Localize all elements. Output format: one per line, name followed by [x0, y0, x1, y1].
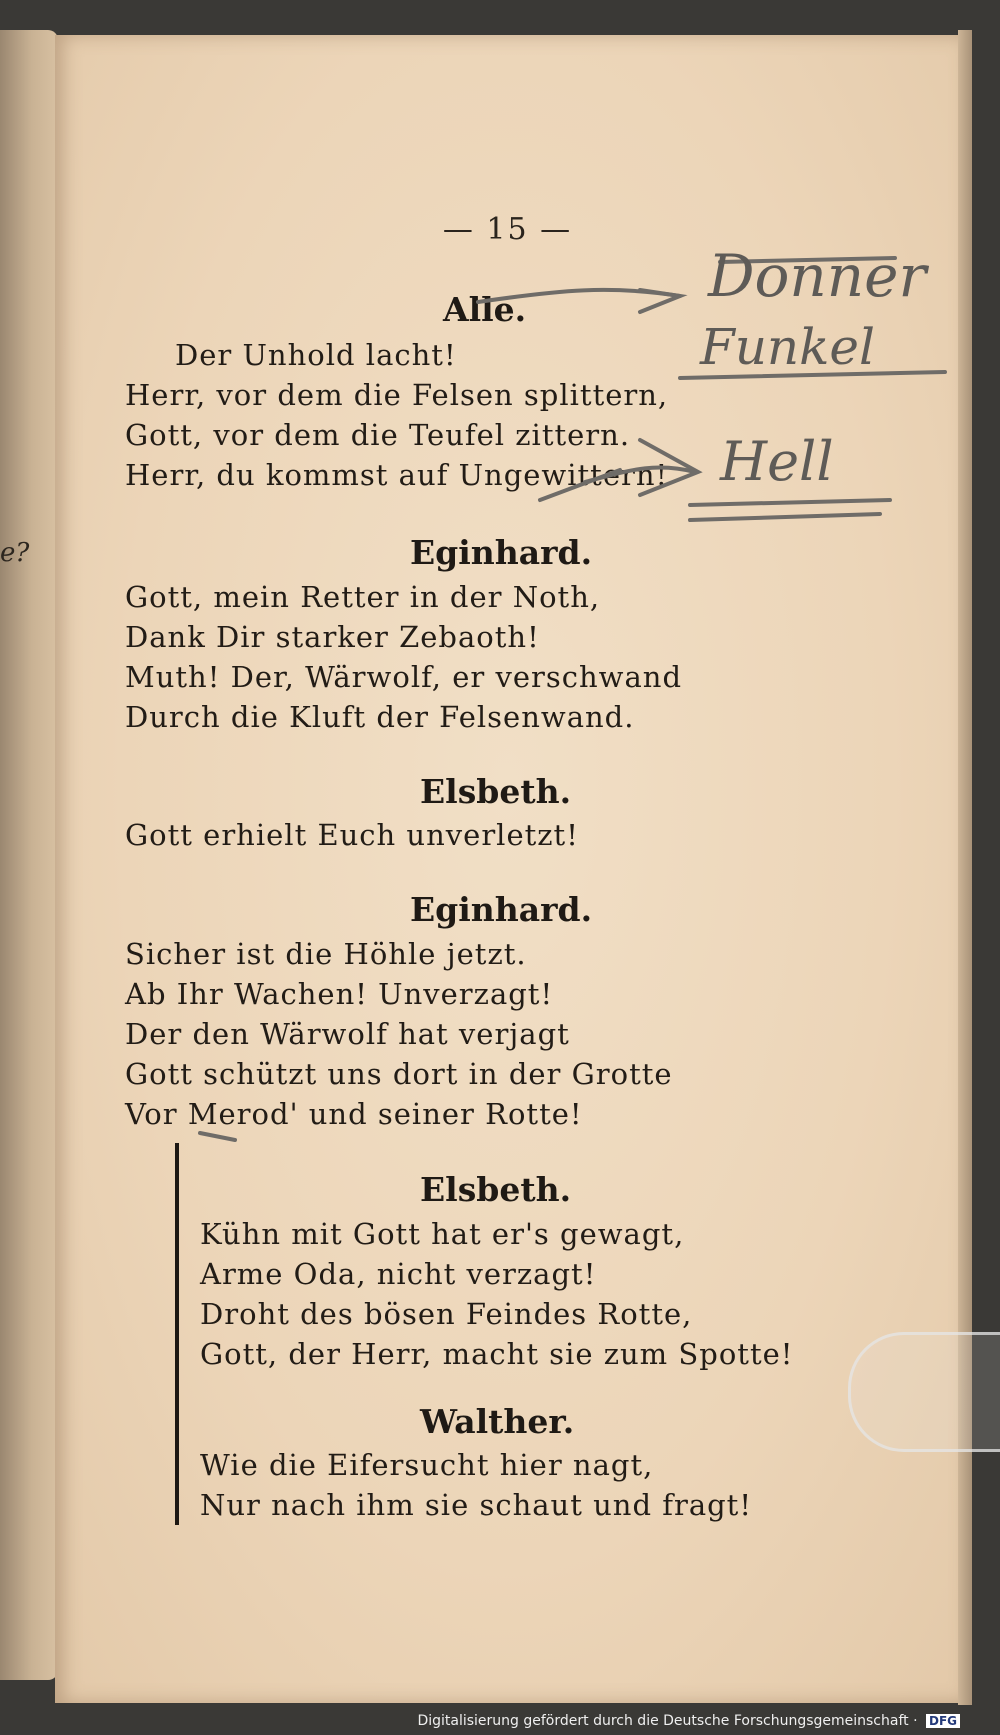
verse-line: Nur nach ihm sie schaut und fragt! — [200, 1488, 752, 1522]
speaker-heading: Eginhard. — [410, 890, 593, 929]
previous-page-text-fragment: e? — [0, 538, 30, 568]
speaker-heading: Elsbeth. — [420, 772, 572, 811]
pencil-annotation: Funkel — [700, 318, 875, 376]
verse-line: Wie die Eifersucht hier nagt, — [200, 1448, 654, 1482]
verse-line: Durch die Kluft der Felsenwand. — [125, 700, 635, 734]
page-number: — 15 — — [442, 212, 573, 247]
verse-line: Dank Dir starker Zebaoth! — [125, 620, 540, 654]
speaker-heading: Eginhard. — [410, 533, 593, 572]
footer-text: Digitalisierung gefördert durch die Deutsche Forschungsgemeinschaft · — [417, 1713, 918, 1729]
digitization-footer — [417, 1713, 960, 1729]
verse-line: Herr, vor dem die Felsen splittern, — [125, 378, 669, 412]
speaker-heading: Walther. — [420, 1402, 575, 1441]
verse-line: Vor Merod' und seiner Rotte! — [125, 1097, 583, 1131]
verse-line: Sicher ist die Höhle jetzt. — [125, 937, 527, 971]
speaker-heading: Elsbeth. — [420, 1170, 572, 1209]
verse-line: Der den Wärwolf hat verjagt — [125, 1017, 570, 1051]
verse-line: Muth! Der, Wärwolf, er verschwand — [125, 660, 683, 694]
paper-clip — [848, 1332, 1000, 1452]
dfg-logo: DFG — [926, 1714, 960, 1728]
verse-line: Kühn mit Gott hat er's gewagt, — [200, 1217, 685, 1251]
verse-line: Arme Oda, nicht verzagt! — [200, 1257, 597, 1291]
verse-line: Gott, vor dem die Teufel zittern. — [125, 418, 631, 452]
verse-line: Droht des bösen Feindes Rotte, — [200, 1297, 693, 1331]
verse-line: Gott, mein Retter in der Noth, — [125, 580, 601, 614]
verse-line: Gott, der Herr, macht sie zum Spotte! — [200, 1337, 794, 1371]
pencil-annotation: Donner — [708, 242, 927, 310]
pencil-annotation: Hell — [720, 430, 834, 493]
verse-line: Gott schützt uns dort in der Grotte — [125, 1057, 673, 1091]
verse-line: Herr, du kommst auf Ungewittern! — [125, 458, 669, 492]
speaker-heading: Alle. — [443, 290, 527, 329]
verse-line: Gott erhielt Euch unverletzt! — [125, 818, 579, 852]
verse-line: Ab Ihr Wachen! Unverzagt! — [125, 977, 554, 1011]
verse-line: Der Unhold lacht! — [175, 338, 457, 372]
